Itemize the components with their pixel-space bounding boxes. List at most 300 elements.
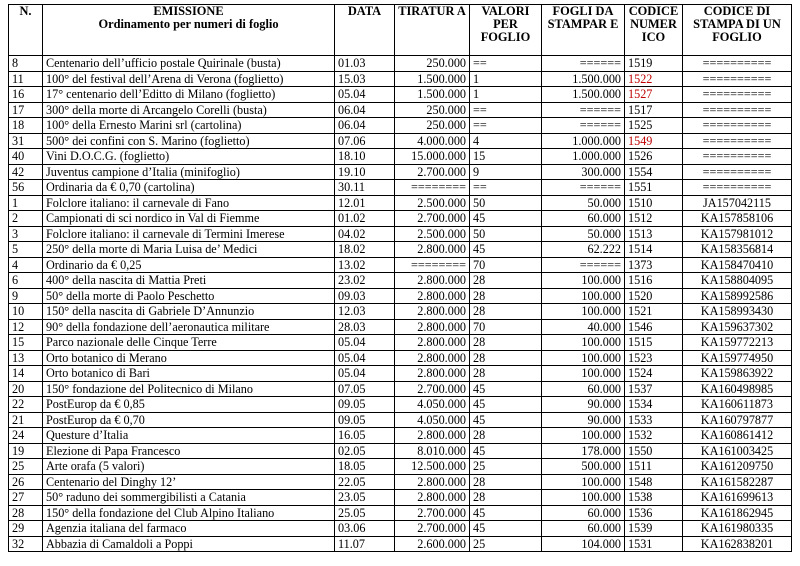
table-row (9, 459, 792, 475)
cell-fogli: 100.000 (542, 366, 625, 382)
cell-number: 8 (9, 56, 43, 72)
cell-fogli: 104.000 (542, 536, 625, 552)
cell-valori: 45 (470, 211, 542, 227)
cell-codice: 1517 (625, 102, 683, 118)
cell-data: 23.05 (335, 490, 395, 506)
cell-emissione: 17° centenario dell’Editto di Milano (foglietto) (43, 87, 335, 103)
cell-emissione: 50° della morte di Paolo Peschetto (43, 288, 335, 304)
cell-emissione: 150° della nascita di Gabriele D’Annunzio (43, 304, 335, 320)
cell-stampa: ========== (683, 56, 792, 72)
header-tiratura: TIRATUR A (395, 5, 470, 56)
cell-codice: 1554 (625, 164, 683, 180)
cell-emissione: Orto botanico di Merano (43, 350, 335, 366)
cell-tiratura: 2.700.000 (395, 164, 470, 180)
cell-emissione: Questure d’Italia (43, 428, 335, 444)
cell-valori: 28 (470, 350, 542, 366)
table-row (9, 397, 792, 413)
cell-data: 30.11 (335, 180, 395, 196)
cell-valori: == (470, 56, 542, 72)
cell-stampa: KA157981012 (683, 226, 792, 242)
cell-tiratura: 2.800.000 (395, 319, 470, 335)
cell-valori: 45 (470, 505, 542, 521)
cell-stampa: KA158470410 (683, 257, 792, 273)
cell-valori: 25 (470, 536, 542, 552)
cell-valori: 45 (470, 443, 542, 459)
cell-data: 18.10 (335, 149, 395, 165)
cell-stampa: KA159774950 (683, 350, 792, 366)
cell-codice: 1512 (625, 211, 683, 227)
cell-data: 07.05 (335, 381, 395, 397)
cell-data: 03.06 (335, 521, 395, 537)
cell-valori: 1 (470, 71, 542, 87)
header-emissione-subtitle: Ordinamento per numeri di foglio (98, 17, 279, 31)
table-row (9, 288, 792, 304)
cell-codice: 1526 (625, 149, 683, 165)
cell-emissione: 300° della morte di Arcangelo Corelli (busta) (43, 102, 335, 118)
cell-number: 1 (9, 195, 43, 211)
cell-data: 01.02 (335, 211, 395, 227)
cell-fogli: ====== (542, 180, 625, 196)
cell-stampa: KA160498985 (683, 381, 792, 397)
cell-stampa: KA160861412 (683, 428, 792, 444)
cell-number: 21 (9, 412, 43, 428)
cell-fogli: 500.000 (542, 459, 625, 475)
cell-valori: 28 (470, 474, 542, 490)
cell-emissione: 150° della fondazione del Club Alpino Italiano (43, 505, 335, 521)
table-row (9, 164, 792, 180)
cell-data: 16.05 (335, 428, 395, 444)
cell-emissione: 50° raduno dei sommergibilisti a Catania (43, 490, 335, 506)
cell-stampa: KA158804095 (683, 273, 792, 289)
cell-codice: 1546 (625, 319, 683, 335)
cell-tiratura: 2.800.000 (395, 428, 470, 444)
table-row (9, 350, 792, 366)
cell-number: 28 (9, 505, 43, 521)
cell-stampa: ========== (683, 164, 792, 180)
cell-emissione: PostEurop da € 0,85 (43, 397, 335, 413)
table-row (9, 195, 792, 211)
cell-fogli: 1.000.000 (542, 133, 625, 149)
cell-emissione: Ordinario da € 0,25 (43, 257, 335, 273)
cell-fogli: ====== (542, 118, 625, 134)
cell-number: 32 (9, 536, 43, 552)
cell-stampa: KA160797877 (683, 412, 792, 428)
header-codice: CODICE NUMER ICO (625, 5, 683, 56)
cell-tiratura: 2.600.000 (395, 536, 470, 552)
cell-number: 2 (9, 211, 43, 227)
cell-emissione: Agenzia italiana del farmaco (43, 521, 335, 537)
cell-stampa: KA162838201 (683, 536, 792, 552)
cell-tiratura: 2.500.000 (395, 226, 470, 242)
cell-fogli: 1.500.000 (542, 87, 625, 103)
cell-number: 11 (9, 71, 43, 87)
stamp-issues-table (8, 4, 792, 552)
cell-codice: 1551 (625, 180, 683, 196)
table-row (9, 257, 792, 273)
cell-stampa: KA160611873 (683, 397, 792, 413)
cell-codice: 1523 (625, 350, 683, 366)
cell-fogli: 50.000 (542, 226, 625, 242)
cell-fogli: ====== (542, 56, 625, 72)
cell-data: 01.03 (335, 56, 395, 72)
cell-valori: 28 (470, 490, 542, 506)
cell-number: 29 (9, 521, 43, 537)
cell-tiratura: 2.700.000 (395, 211, 470, 227)
table-body (9, 56, 792, 552)
cell-valori: 70 (470, 257, 542, 273)
cell-fogli: 100.000 (542, 350, 625, 366)
cell-stampa: KA158356814 (683, 242, 792, 258)
cell-fogli: 90.000 (542, 397, 625, 413)
table-row (9, 118, 792, 134)
cell-tiratura: 2.800.000 (395, 288, 470, 304)
cell-stampa: ========== (683, 71, 792, 87)
cell-data: 05.04 (335, 366, 395, 382)
cell-fogli: 60.000 (542, 211, 625, 227)
table-row (9, 428, 792, 444)
table-row (9, 521, 792, 537)
cell-tiratura: 2.800.000 (395, 474, 470, 490)
table-row (9, 335, 792, 351)
cell-data: 22.05 (335, 474, 395, 490)
cell-data: 25.05 (335, 505, 395, 521)
cell-fogli: 60.000 (542, 505, 625, 521)
cell-data: 19.10 (335, 164, 395, 180)
table-row (9, 242, 792, 258)
cell-valori: 45 (470, 521, 542, 537)
cell-emissione: Arte orafa (5 valori) (43, 459, 335, 475)
cell-valori: 28 (470, 335, 542, 351)
cell-valori: 70 (470, 319, 542, 335)
table-row (9, 133, 792, 149)
cell-valori: 15 (470, 149, 542, 165)
cell-number: 20 (9, 381, 43, 397)
cell-tiratura: 8.010.000 (395, 443, 470, 459)
cell-tiratura: ======== (395, 180, 470, 196)
cell-stampa: ========== (683, 180, 792, 196)
table-row (9, 319, 792, 335)
cell-emissione: 150° fondazione del Politecnico di Milano (43, 381, 335, 397)
cell-valori: 50 (470, 195, 542, 211)
cell-number: 31 (9, 133, 43, 149)
table-row (9, 381, 792, 397)
cell-data: 18.05 (335, 459, 395, 475)
cell-data: 18.02 (335, 242, 395, 258)
cell-data: 09.05 (335, 397, 395, 413)
cell-emissione: 100° della Ernesto Marini srl (cartolina) (43, 118, 335, 134)
cell-number: 19 (9, 443, 43, 459)
table-row (9, 211, 792, 227)
cell-emissione: PostEurop da € 0,70 (43, 412, 335, 428)
cell-codice: 1549 (625, 133, 683, 149)
cell-codice: 1515 (625, 335, 683, 351)
cell-stampa: JA157042115 (683, 195, 792, 211)
cell-tiratura: 2.800.000 (395, 273, 470, 289)
cell-valori: == (470, 102, 542, 118)
cell-valori: == (470, 180, 542, 196)
cell-tiratura: 2.700.000 (395, 521, 470, 537)
cell-tiratura: 1.500.000 (395, 71, 470, 87)
cell-emissione: Vini D.O.C.G. (foglietto) (43, 149, 335, 165)
table-row (9, 102, 792, 118)
cell-stampa: KA157858106 (683, 211, 792, 227)
header-stampa: CODICE DI STAMPA DI UN FOGLIO (683, 5, 792, 56)
cell-number: 9 (9, 288, 43, 304)
cell-stampa: KA159772213 (683, 335, 792, 351)
cell-number: 13 (9, 350, 43, 366)
cell-codice: 1511 (625, 459, 683, 475)
cell-fogli: 100.000 (542, 273, 625, 289)
cell-data: 02.05 (335, 443, 395, 459)
cell-number: 4 (9, 257, 43, 273)
cell-number: 15 (9, 335, 43, 351)
cell-emissione: Folclore italiano: il carnevale di Fano (43, 195, 335, 211)
cell-fogli: 100.000 (542, 304, 625, 320)
cell-tiratura: 250.000 (395, 118, 470, 134)
cell-tiratura: 250.000 (395, 56, 470, 72)
cell-codice: 1531 (625, 536, 683, 552)
cell-stampa: KA158993430 (683, 304, 792, 320)
table-row (9, 412, 792, 428)
table-row (9, 273, 792, 289)
cell-tiratura: 1.500.000 (395, 87, 470, 103)
cell-tiratura: 2.800.000 (395, 242, 470, 258)
cell-data: 05.04 (335, 350, 395, 366)
cell-stampa: KA161209750 (683, 459, 792, 475)
cell-number: 17 (9, 102, 43, 118)
header-n: N. (9, 5, 43, 56)
cell-data: 04.02 (335, 226, 395, 242)
cell-emissione: 250° della morte di Maria Luisa de’ Medici (43, 242, 335, 258)
cell-data: 07.06 (335, 133, 395, 149)
cell-number: 14 (9, 366, 43, 382)
cell-codice: 1538 (625, 490, 683, 506)
table-row (9, 443, 792, 459)
cell-emissione: Elezione di Papa Francesco (43, 443, 335, 459)
table-row (9, 366, 792, 382)
cell-stampa: KA161980335 (683, 521, 792, 537)
cell-emissione: Orto botanico di Bari (43, 366, 335, 382)
cell-data: 28.03 (335, 319, 395, 335)
cell-data: 15.03 (335, 71, 395, 87)
cell-fogli: 1.500.000 (542, 71, 625, 87)
cell-codice: 1520 (625, 288, 683, 304)
cell-emissione: 500° dei confini con S. Marino (foglietto) (43, 133, 335, 149)
cell-valori: 45 (470, 242, 542, 258)
cell-number: 56 (9, 180, 43, 196)
cell-fogli: 178.000 (542, 443, 625, 459)
cell-number: 42 (9, 164, 43, 180)
cell-stampa: ========== (683, 87, 792, 103)
cell-stampa: KA161582287 (683, 474, 792, 490)
cell-fogli: 62.222 (542, 242, 625, 258)
cell-data: 06.04 (335, 102, 395, 118)
cell-valori: 50 (470, 226, 542, 242)
table-row (9, 505, 792, 521)
cell-valori: == (470, 118, 542, 134)
cell-fogli: 100.000 (542, 335, 625, 351)
cell-number: 18 (9, 118, 43, 134)
cell-valori: 45 (470, 397, 542, 413)
cell-number: 12 (9, 319, 43, 335)
cell-codice: 1521 (625, 304, 683, 320)
cell-codice: 1539 (625, 521, 683, 537)
cell-codice: 1516 (625, 273, 683, 289)
cell-stampa: ========== (683, 102, 792, 118)
cell-tiratura: 2.800.000 (395, 304, 470, 320)
cell-data: 12.03 (335, 304, 395, 320)
cell-codice: 1513 (625, 226, 683, 242)
cell-valori: 45 (470, 381, 542, 397)
cell-valori: 28 (470, 273, 542, 289)
cell-fogli: 40.000 (542, 319, 625, 335)
header-fogli: FOGLI DA STAMPAR E (542, 5, 625, 56)
cell-tiratura: 2.800.000 (395, 350, 470, 366)
cell-valori: 4 (470, 133, 542, 149)
header-emissione-title: EMISSIONE (153, 4, 224, 18)
cell-emissione: Centenario dell’ufficio postale Quirinale (busta) (43, 56, 335, 72)
header-row (9, 5, 792, 56)
cell-fogli: 300.000 (542, 164, 625, 180)
cell-tiratura: 2.700.000 (395, 381, 470, 397)
cell-codice: 1532 (625, 428, 683, 444)
table-row (9, 490, 792, 506)
cell-stampa: KA161699613 (683, 490, 792, 506)
cell-codice: 1524 (625, 366, 683, 382)
cell-data: 05.04 (335, 335, 395, 351)
cell-data: 12.01 (335, 195, 395, 211)
cell-tiratura: 250.000 (395, 102, 470, 118)
cell-fogli: 1.000.000 (542, 149, 625, 165)
cell-emissione: 90° della fondazione dell’aeronautica militare (43, 319, 335, 335)
cell-emissione: Juventus campione d’Italia (minifoglio) (43, 164, 335, 180)
cell-tiratura: 2.800.000 (395, 366, 470, 382)
cell-codice: 1533 (625, 412, 683, 428)
cell-stampa: KA159637302 (683, 319, 792, 335)
cell-codice: 1550 (625, 443, 683, 459)
table-row (9, 149, 792, 165)
cell-emissione: Centenario del Dinghy 12’ (43, 474, 335, 490)
cell-fogli: 100.000 (542, 474, 625, 490)
cell-emissione: Ordinaria da € 0,70 (cartolina) (43, 180, 335, 196)
table-row (9, 56, 792, 72)
cell-fogli: 60.000 (542, 381, 625, 397)
cell-emissione: Parco nazionale delle Cinque Terre (43, 335, 335, 351)
cell-fogli: ====== (542, 257, 625, 273)
cell-stampa: ========== (683, 118, 792, 134)
cell-valori: 45 (470, 412, 542, 428)
cell-tiratura: 12.500.000 (395, 459, 470, 475)
cell-number: 10 (9, 304, 43, 320)
cell-fogli: 100.000 (542, 288, 625, 304)
cell-codice: 1510 (625, 195, 683, 211)
cell-fogli: ====== (542, 102, 625, 118)
cell-tiratura: 4.050.000 (395, 412, 470, 428)
cell-tiratura: ======== (395, 257, 470, 273)
table-row (9, 474, 792, 490)
cell-number: 40 (9, 149, 43, 165)
header-data: DATA (335, 5, 395, 56)
table-row (9, 71, 792, 87)
cell-data: 05.04 (335, 87, 395, 103)
table-row (9, 536, 792, 552)
cell-emissione: 400° della nascita di Mattia Preti (43, 273, 335, 289)
cell-stampa: KA161003425 (683, 443, 792, 459)
cell-valori: 28 (470, 366, 542, 382)
cell-valori: 28 (470, 304, 542, 320)
cell-stampa: ========== (683, 133, 792, 149)
cell-data: 23.02 (335, 273, 395, 289)
cell-emissione: Folclore italiano: il carnevale di Termini Imerese (43, 226, 335, 242)
cell-valori: 25 (470, 459, 542, 475)
cell-emissione: Abbazia di Camaldoli a Poppi (43, 536, 335, 552)
table-row (9, 226, 792, 242)
cell-codice: 1519 (625, 56, 683, 72)
cell-number: 27 (9, 490, 43, 506)
cell-valori: 28 (470, 428, 542, 444)
cell-fogli: 90.000 (542, 412, 625, 428)
table-row (9, 304, 792, 320)
cell-codice: 1527 (625, 87, 683, 103)
cell-tiratura: 2.700.000 (395, 505, 470, 521)
cell-number: 25 (9, 459, 43, 475)
header-emissione (43, 5, 335, 56)
cell-number: 16 (9, 87, 43, 103)
cell-number: 26 (9, 474, 43, 490)
cell-data: 09.05 (335, 412, 395, 428)
cell-emissione: 100° del festival dell’Arena di Verona (foglietto) (43, 71, 335, 87)
cell-valori: 28 (470, 288, 542, 304)
cell-fogli: 100.000 (542, 428, 625, 444)
cell-number: 6 (9, 273, 43, 289)
cell-tiratura: 4.000.000 (395, 133, 470, 149)
cell-tiratura: 2.500.000 (395, 195, 470, 211)
cell-codice: 1522 (625, 71, 683, 87)
cell-codice: 1373 (625, 257, 683, 273)
cell-codice: 1534 (625, 397, 683, 413)
cell-valori: 9 (470, 164, 542, 180)
cell-fogli: 50.000 (542, 195, 625, 211)
header-valori: VALORI PER FOGLIO (470, 5, 542, 56)
cell-stampa: KA159863922 (683, 366, 792, 382)
cell-tiratura: 15.000.000 (395, 149, 470, 165)
cell-stampa: KA158992586 (683, 288, 792, 304)
cell-codice: 1548 (625, 474, 683, 490)
cell-number: 24 (9, 428, 43, 444)
cell-tiratura: 2.800.000 (395, 490, 470, 506)
cell-tiratura: 2.800.000 (395, 335, 470, 351)
cell-valori: 1 (470, 87, 542, 103)
cell-number: 22 (9, 397, 43, 413)
cell-fogli: 60.000 (542, 521, 625, 537)
cell-stampa: ========== (683, 149, 792, 165)
cell-number: 5 (9, 242, 43, 258)
cell-tiratura: 4.050.000 (395, 397, 470, 413)
cell-fogli: 100.000 (542, 490, 625, 506)
cell-emissione: Campionati di sci nordico in Val di Fiemme (43, 211, 335, 227)
cell-codice: 1536 (625, 505, 683, 521)
cell-data: 11.07 (335, 536, 395, 552)
cell-data: 09.03 (335, 288, 395, 304)
cell-codice: 1525 (625, 118, 683, 134)
cell-codice: 1537 (625, 381, 683, 397)
table-row (9, 180, 792, 196)
cell-number: 3 (9, 226, 43, 242)
table-row (9, 87, 792, 103)
cell-codice: 1514 (625, 242, 683, 258)
cell-data: 13.02 (335, 257, 395, 273)
cell-data: 06.04 (335, 118, 395, 134)
